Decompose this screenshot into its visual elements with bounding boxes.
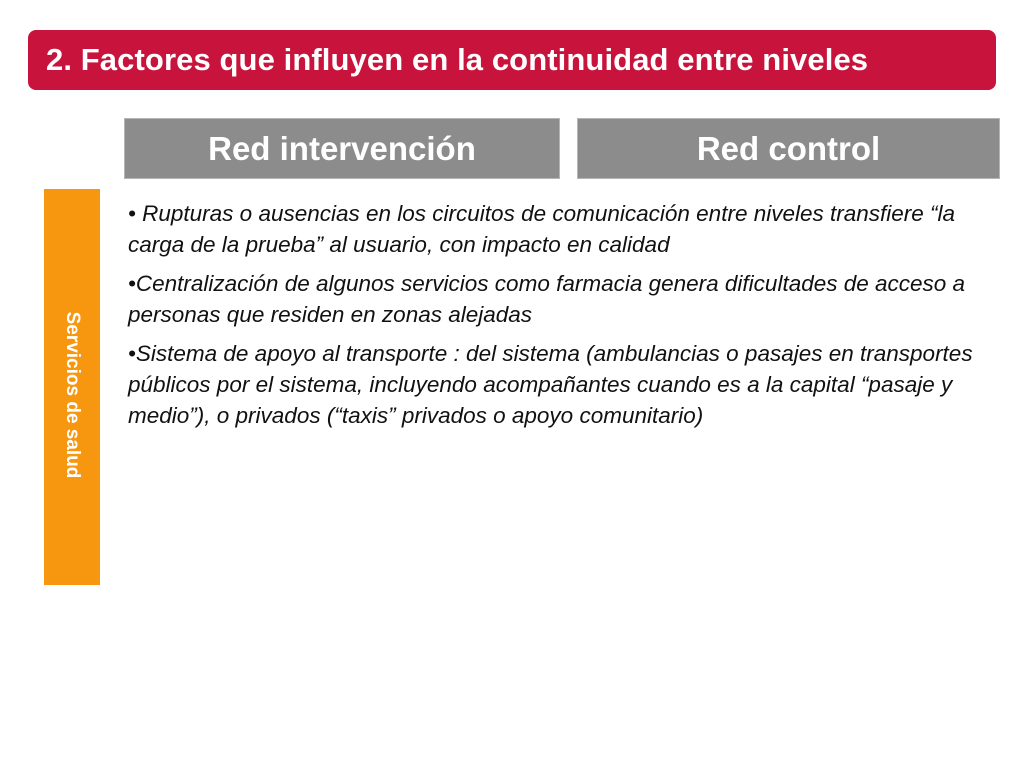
side-label-servicios-de-salud <box>44 189 100 585</box>
bullet-item: • Rupturas o ausencias en los circuitos de comunicación entre niveles transfiere “la carga de la prueba” al usuario, con impacto en calidad <box>128 201 956 257</box>
bullet-item: •Sistema de apoyo al transporte : del sistema (ambulancias o pasajes en transportes públicos por el sistema, incluyendo acompañantes cuando es a la capital “pasaje y medio”), o privados (“taxis” privados o apoyo comunitario) <box>128 341 973 428</box>
title-bar <box>28 30 996 90</box>
bullet-list <box>128 198 998 439</box>
slide-title: 2. Factores que influyen en la continuidad entre niveles <box>46 42 869 77</box>
bullet-item: •Centralización de algunos servicios como farmacia genera dificultades de acceso a personas que residen en zonas alejadas <box>128 271 966 327</box>
column-header-red-control: Red control <box>577 118 1000 179</box>
column-header-red-intervencion: Red intervención <box>124 118 560 179</box>
side-label-text: Servicios de salud <box>62 311 83 479</box>
